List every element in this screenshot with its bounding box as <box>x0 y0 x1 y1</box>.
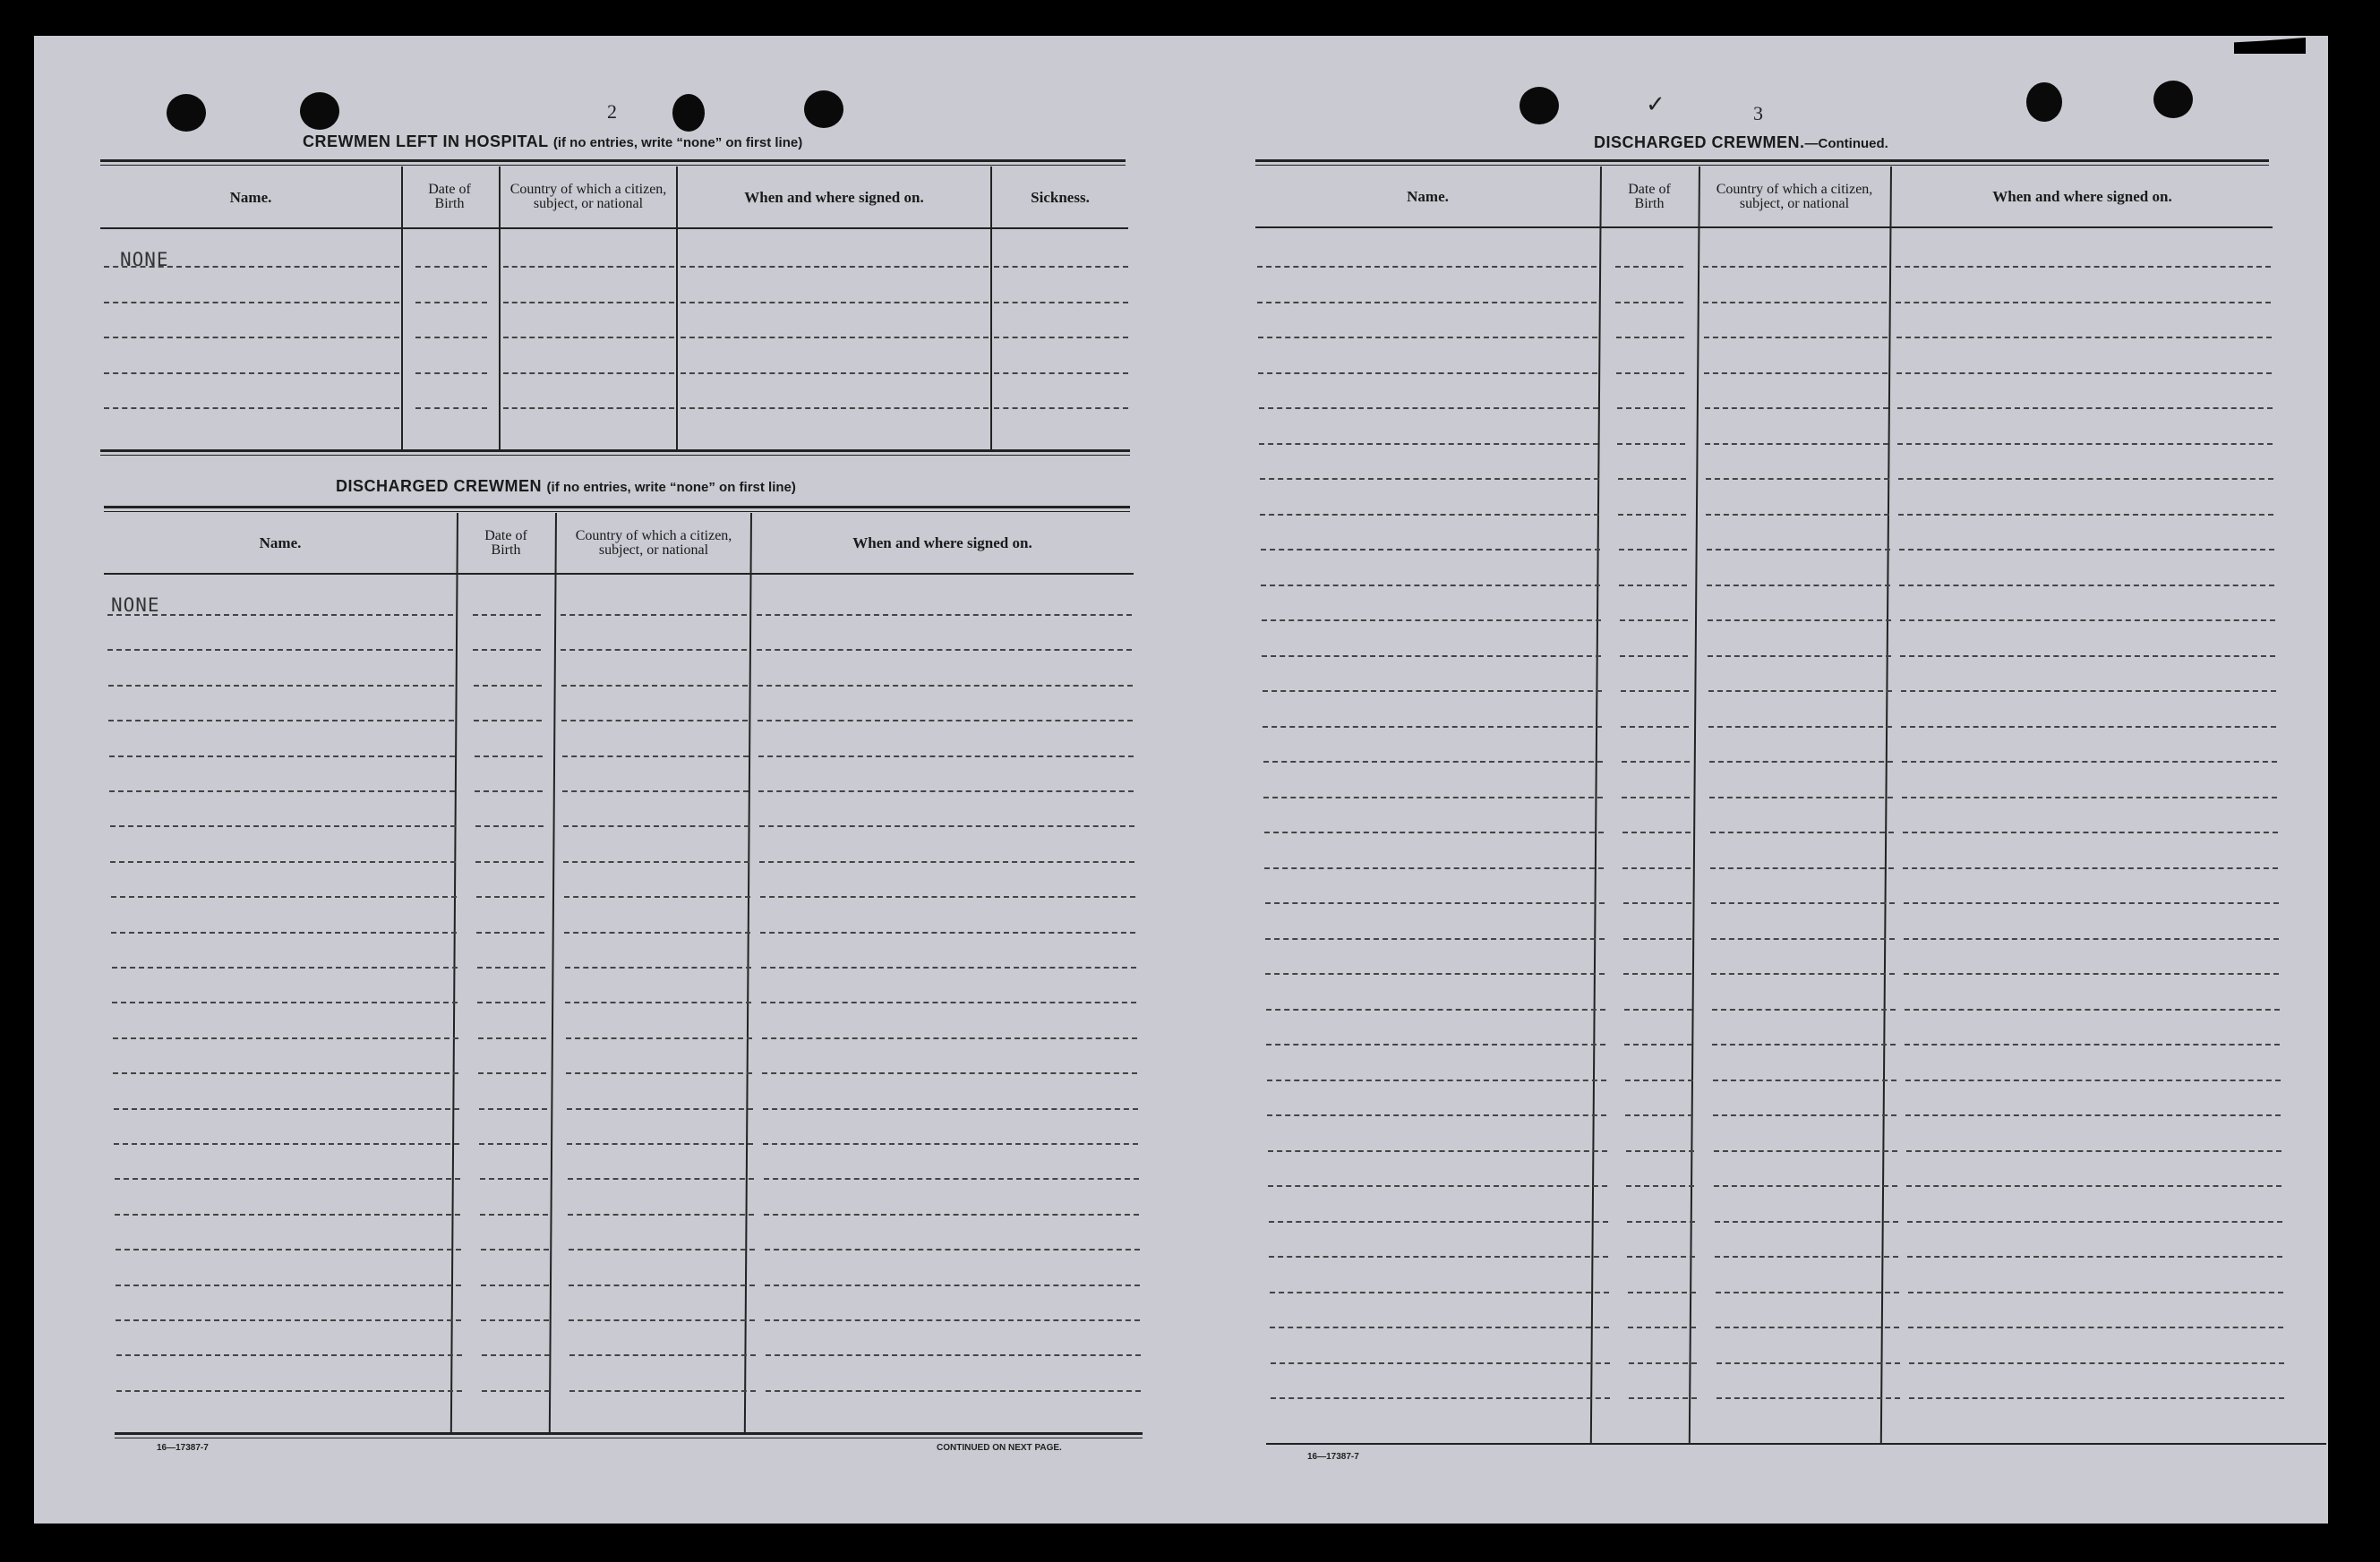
dotted-row-line <box>110 825 456 827</box>
dotted-row-line <box>1711 902 1895 904</box>
dotted-row-line <box>1710 832 1894 833</box>
right-col-signed-on: When and where signed on. <box>1992 188 2172 205</box>
dotted-row-line <box>1621 726 1689 728</box>
dotted-row-line <box>568 1214 754 1216</box>
dotted-row-line <box>1269 1256 1608 1258</box>
dotted-row-line <box>1898 478 2273 480</box>
dotted-row-line <box>477 1002 545 1003</box>
dotted-row-line <box>1623 902 1691 904</box>
dotted-row-line <box>475 861 544 863</box>
discharged-entry-name: NONE <box>111 594 160 616</box>
dotted-row-line <box>111 896 457 898</box>
dotted-row-line <box>1268 1185 1607 1187</box>
dotted-row-line <box>1902 761 2277 763</box>
dotted-row-line <box>115 1214 460 1216</box>
dotted-row-line <box>479 1143 547 1145</box>
dotted-row-line <box>107 614 453 616</box>
page-number-left: 2 <box>607 100 617 123</box>
dotted-row-line <box>561 685 748 687</box>
dotted-row-line <box>563 825 749 827</box>
dotted-row-line <box>760 896 1135 898</box>
dotted-row-line <box>762 1037 1137 1039</box>
dotted-row-line <box>475 825 544 827</box>
dotted-row-line <box>503 302 674 303</box>
dotted-row-line <box>415 302 487 303</box>
dotted-row-line <box>1267 1080 1606 1081</box>
dotted-row-line <box>766 1390 1141 1392</box>
dotted-row-line <box>681 337 989 338</box>
dotted-row-line <box>562 755 749 757</box>
dotted-row-line <box>1626 1185 1694 1187</box>
dotted-row-line <box>475 790 543 792</box>
dotted-row-line <box>564 932 750 934</box>
dotted-row-line <box>1706 514 1889 516</box>
dotted-row-line <box>1709 761 1893 763</box>
punch-hole <box>804 90 843 128</box>
dotted-row-line <box>482 1354 550 1356</box>
dotted-row-line <box>1270 1327 1609 1328</box>
page-number-right: 3 <box>1753 102 1763 124</box>
discharged-col-signed-on: When and where signed on. <box>852 534 1032 551</box>
dotted-row-line <box>765 1249 1140 1250</box>
dotted-row-line <box>1617 407 1685 409</box>
dotted-row-line <box>1908 1327 2283 1328</box>
dotted-row-line <box>1707 549 1890 551</box>
dotted-row-line <box>759 825 1134 827</box>
dotted-row-line <box>1265 902 1605 904</box>
dotted-row-line <box>1708 619 1891 621</box>
dotted-row-line <box>1909 1397 2284 1399</box>
dotted-row-line <box>1900 619 2275 621</box>
dotted-row-line <box>476 932 544 934</box>
punch-hole <box>167 94 206 132</box>
dotted-row-line <box>1615 266 1683 268</box>
dotted-row-line <box>1271 1397 1610 1399</box>
dotted-row-line <box>480 1214 548 1216</box>
dotted-row-line <box>1267 1114 1606 1116</box>
dotted-row-line <box>1270 1292 1609 1293</box>
hospital-header-bottom-rule <box>100 227 1128 229</box>
dotted-row-line <box>563 861 749 863</box>
dotted-row-line <box>763 1143 1138 1145</box>
punch-hole <box>2026 82 2062 122</box>
dotted-row-line <box>1618 514 1686 516</box>
dotted-row-line <box>1703 266 1887 268</box>
dotted-row-line <box>104 407 399 409</box>
discharged-col-country: Country of which a citizen, subject, or national <box>575 527 732 558</box>
right-top-rule <box>1255 159 2269 166</box>
dotted-row-line <box>1708 655 1891 657</box>
dotted-row-line <box>108 720 454 721</box>
dotted-row-line <box>1705 407 1888 409</box>
dotted-row-line <box>482 1390 550 1392</box>
dotted-row-line <box>1268 1150 1607 1152</box>
dotted-row-line <box>473 614 541 616</box>
dotted-row-line <box>566 1037 752 1039</box>
dotted-row-line <box>1709 797 1893 798</box>
right-col-country: Country of which a citizen, subject, or national <box>1716 181 1873 211</box>
dotted-row-line <box>1615 302 1683 303</box>
dotted-row-line <box>1909 1362 2284 1364</box>
dotted-row-line <box>114 1143 459 1145</box>
dotted-row-line <box>564 896 750 898</box>
dotted-row-line <box>1903 867 2278 869</box>
dotted-row-line <box>1626 1150 1694 1152</box>
right-bottom-rule <box>1266 1443 2326 1445</box>
dotted-row-line <box>766 1354 1141 1356</box>
dotted-row-line <box>1899 549 2274 551</box>
right-col-date-of-birth: Date of Birth <box>1628 181 1671 211</box>
dotted-row-line <box>1901 726 2276 728</box>
dotted-row-line <box>1263 761 1603 763</box>
dotted-row-line <box>1261 549 1600 551</box>
continued-note: CONTINUED ON NEXT PAGE. <box>937 1443 1062 1453</box>
dotted-row-line <box>1905 1080 2281 1081</box>
dotted-row-line <box>114 1108 459 1110</box>
right-col-name: Name. <box>1407 188 1449 205</box>
dotted-row-line <box>1704 372 1888 374</box>
discharged-header-bottom-rule <box>104 573 1134 575</box>
dotted-row-line <box>113 1037 458 1039</box>
dotted-row-line <box>107 649 453 651</box>
dotted-row-line <box>1717 1397 1900 1399</box>
dotted-row-line <box>1262 619 1601 621</box>
dotted-row-line <box>1907 1221 2282 1223</box>
dotted-row-line <box>1625 1114 1693 1116</box>
dotted-row-line <box>763 1108 1138 1110</box>
dotted-row-line <box>110 861 456 863</box>
dotted-row-line <box>1623 938 1691 940</box>
dotted-row-line <box>1706 478 1889 480</box>
dotted-row-line <box>565 1002 751 1003</box>
dotted-row-line <box>757 649 1132 651</box>
dotted-row-line <box>1905 1009 2280 1011</box>
dotted-row-line <box>758 720 1133 721</box>
dotted-row-line <box>1896 337 2272 338</box>
dotted-row-line <box>479 1108 547 1110</box>
dotted-row-line <box>116 1249 461 1250</box>
hospital-top-rule <box>100 159 1126 166</box>
discharged-top-rule <box>104 506 1130 512</box>
dotted-row-line <box>1904 938 2279 940</box>
dotted-row-line <box>1260 478 1599 480</box>
dotted-row-line <box>1264 832 1604 833</box>
dotted-row-line <box>1901 690 2276 692</box>
dotted-row-line <box>569 1285 755 1286</box>
dotted-row-line <box>1628 1292 1696 1293</box>
dotted-row-line <box>760 932 1135 934</box>
dotted-row-line <box>1713 1114 1896 1116</box>
dotted-row-line <box>994 372 1128 374</box>
dotted-row-line <box>569 1249 755 1250</box>
dotted-row-line <box>994 337 1128 338</box>
dotted-row-line <box>1616 337 1684 338</box>
dotted-row-line <box>474 685 542 687</box>
dotted-row-line <box>1905 1044 2280 1046</box>
dotted-row-line <box>1708 726 1892 728</box>
punch-hole <box>2153 81 2193 118</box>
dotted-row-line <box>111 932 457 934</box>
dotted-row-line <box>104 337 399 338</box>
dotted-row-line <box>1620 655 1688 657</box>
dotted-row-line <box>1896 266 2271 268</box>
dotted-row-line <box>994 407 1128 409</box>
dotted-row-line <box>109 755 455 757</box>
dotted-row-line <box>567 1143 753 1145</box>
dotted-row-line <box>994 302 1128 303</box>
dotted-row-line <box>1710 867 1894 869</box>
hospital-col-country: Country of which a citizen, subject, or national <box>509 182 667 211</box>
dotted-row-line <box>1712 1009 1896 1011</box>
dotted-row-line <box>566 1072 752 1074</box>
dotted-row-line <box>1897 443 2273 445</box>
dotted-row-line <box>503 407 674 409</box>
dotted-row-line <box>1619 549 1687 551</box>
hospital-bottom-rule <box>100 449 1130 456</box>
dotted-row-line <box>1714 1150 1897 1152</box>
dotted-row-line <box>478 1072 546 1074</box>
dotted-row-line <box>1263 797 1603 798</box>
dotted-row-line <box>758 790 1134 792</box>
dotted-row-line <box>1261 585 1600 586</box>
dotted-row-line <box>764 1178 1139 1180</box>
dotted-row-line <box>765 1319 1140 1321</box>
dotted-row-line <box>478 1037 546 1039</box>
dotted-row-line <box>481 1285 549 1286</box>
dotted-row-line <box>1263 726 1602 728</box>
dotted-row-line <box>1622 797 1690 798</box>
dotted-row-line <box>1266 1009 1605 1011</box>
dotted-row-line <box>476 896 544 898</box>
hospital-col-sickness: Sickness. <box>1031 188 1090 206</box>
dotted-row-line <box>1265 938 1605 940</box>
discharged-section-title: DISCHARGED CREWMEN (if no entries, write “none” on first line) <box>336 477 796 495</box>
dotted-row-line <box>765 1285 1140 1286</box>
dotted-row-line <box>115 1178 460 1180</box>
dotted-row-line <box>475 755 543 757</box>
dotted-row-line <box>1629 1362 1697 1364</box>
hospital-entry-name: NONE <box>120 249 169 270</box>
dotted-row-line <box>1713 1080 1896 1081</box>
dotted-row-line <box>1264 867 1604 869</box>
discharged-col-name: Name. <box>259 534 302 551</box>
dotted-row-line <box>1903 832 2278 833</box>
document-paper <box>34 36 2328 1524</box>
dotted-row-line <box>116 1354 462 1356</box>
dotted-row-line <box>569 1354 756 1356</box>
dotted-row-line <box>1717 1362 1900 1364</box>
dotted-row-line <box>561 720 748 721</box>
discharged-continued-title: DISCHARGED CREWMEN.—Continued. <box>1594 133 1888 151</box>
dotted-row-line <box>1902 797 2277 798</box>
dotted-row-line <box>994 266 1128 268</box>
dotted-row-line <box>112 1002 458 1003</box>
dotted-row-line <box>1621 690 1689 692</box>
dotted-row-line <box>112 967 458 969</box>
dotted-row-line <box>1711 973 1895 975</box>
hospital-col-divider <box>499 166 501 449</box>
dotted-row-line <box>565 967 751 969</box>
dotted-row-line <box>473 649 541 651</box>
discharged-col-date-of-birth: Date of Birth <box>484 527 527 558</box>
dotted-row-line <box>415 337 487 338</box>
dotted-row-line <box>1906 1150 2282 1152</box>
punch-hole <box>300 92 339 130</box>
dotted-row-line <box>113 1072 458 1074</box>
dotted-row-line <box>1616 372 1684 374</box>
dotted-row-line <box>1712 1044 1896 1046</box>
dotted-row-line <box>503 337 674 338</box>
dotted-row-line <box>1259 407 1598 409</box>
dotted-row-line <box>1622 761 1690 763</box>
discharged-bottom-rule <box>115 1432 1143 1438</box>
dotted-row-line <box>1703 302 1887 303</box>
dotted-row-line <box>759 861 1134 863</box>
dotted-row-line <box>1899 585 2274 586</box>
handwritten-check-mark: ✓ <box>1646 91 1665 118</box>
dotted-row-line <box>1898 514 2273 516</box>
dotted-row-line <box>569 1390 756 1392</box>
dotted-row-line <box>1896 302 2271 303</box>
dotted-row-line <box>116 1319 461 1321</box>
punch-hole <box>672 94 705 132</box>
dotted-row-line <box>1908 1292 2283 1293</box>
dotted-row-line <box>104 266 399 268</box>
form-code-right: 16—17387-7 <box>1307 1452 1359 1462</box>
dotted-row-line <box>481 1249 549 1250</box>
dotted-row-line <box>568 1178 754 1180</box>
dotted-row-line <box>1258 372 1597 374</box>
dotted-row-line <box>1622 867 1691 869</box>
dotted-row-line <box>1715 1256 1898 1258</box>
hospital-col-date-of-birth: Date of Birth <box>428 182 471 211</box>
dotted-row-line <box>1617 443 1685 445</box>
dotted-row-line <box>1629 1397 1697 1399</box>
dotted-row-line <box>104 372 399 374</box>
dotted-row-line <box>1904 902 2279 904</box>
dotted-row-line <box>762 1072 1137 1074</box>
right-header-bottom-rule <box>1255 226 2273 228</box>
form-code-left: 16—17387-7 <box>157 1443 209 1453</box>
dotted-row-line <box>561 649 747 651</box>
dotted-row-line <box>116 1390 462 1392</box>
dotted-row-line <box>1625 1080 1693 1081</box>
dotted-row-line <box>1906 1185 2282 1187</box>
dotted-row-line <box>415 407 487 409</box>
dotted-row-line <box>1705 443 1888 445</box>
dotted-row-line <box>1897 407 2273 409</box>
dotted-row-line <box>415 372 487 374</box>
dotted-row-line <box>1624 1044 1692 1046</box>
dotted-row-line <box>1257 266 1597 268</box>
dotted-row-line <box>1907 1256 2282 1258</box>
dotted-row-line <box>1704 337 1888 338</box>
dotted-row-line <box>1624 1009 1692 1011</box>
dotted-row-line <box>1620 619 1688 621</box>
dotted-row-line <box>1623 973 1691 975</box>
dotted-row-line <box>1262 655 1601 657</box>
dotted-row-line <box>1258 337 1597 338</box>
dotted-row-line <box>561 614 747 616</box>
dotted-row-line <box>1627 1256 1695 1258</box>
dotted-row-line <box>480 1178 548 1180</box>
dotted-row-line <box>1263 690 1602 692</box>
dotted-row-line <box>1714 1185 1897 1187</box>
dotted-row-line <box>757 614 1132 616</box>
dotted-row-line <box>1257 302 1597 303</box>
dotted-row-line <box>1905 1114 2281 1116</box>
dotted-row-line <box>109 790 455 792</box>
dotted-row-line <box>1716 1327 1899 1328</box>
dotted-row-line <box>503 266 674 268</box>
dotted-row-line <box>1266 1044 1605 1046</box>
dotted-row-line <box>761 967 1136 969</box>
dotted-row-line <box>1265 973 1605 975</box>
dotted-row-line <box>1269 1221 1608 1223</box>
dotted-row-line <box>1896 372 2272 374</box>
hospital-col-signed-on: When and where signed on. <box>744 188 924 206</box>
dotted-row-line <box>1619 585 1687 586</box>
dotted-row-line <box>681 266 989 268</box>
dotted-row-line <box>1708 690 1892 692</box>
dotted-row-line <box>758 755 1134 757</box>
dotted-row-line <box>474 720 542 721</box>
dotted-row-line <box>108 685 454 687</box>
dotted-row-line <box>503 372 674 374</box>
dotted-row-line <box>104 302 399 303</box>
dotted-row-line <box>1622 832 1691 833</box>
dotted-row-line <box>681 302 989 303</box>
dotted-row-line <box>1260 514 1599 516</box>
dotted-row-line <box>116 1285 461 1286</box>
dotted-row-line <box>1711 938 1895 940</box>
dotted-row-line <box>1628 1327 1696 1328</box>
hospital-col-name: Name. <box>229 188 272 206</box>
dotted-row-line <box>1627 1221 1695 1223</box>
dotted-row-line <box>1271 1362 1610 1364</box>
hospital-col-divider <box>401 166 403 449</box>
dotted-row-line <box>562 790 749 792</box>
dotted-row-line <box>1716 1292 1899 1293</box>
dotted-row-line <box>1900 655 2275 657</box>
hospital-section-title: CREWMEN LEFT IN HOSPITAL (if no entries, write “none” on first line) <box>303 132 803 150</box>
dotted-row-line <box>569 1319 755 1321</box>
dotted-row-line <box>764 1214 1139 1216</box>
dotted-row-line <box>415 266 487 268</box>
punch-hole <box>1520 87 1559 124</box>
dotted-row-line <box>1715 1221 1898 1223</box>
dotted-row-line <box>567 1108 753 1110</box>
dotted-row-line <box>681 407 989 409</box>
dotted-row-line <box>758 685 1133 687</box>
dotted-row-line <box>1259 443 1598 445</box>
dotted-row-line <box>477 967 545 969</box>
dotted-row-line <box>1707 585 1890 586</box>
dotted-row-line <box>681 372 989 374</box>
dotted-row-line <box>761 1002 1136 1003</box>
dotted-row-line <box>1618 478 1686 480</box>
dotted-row-line <box>1904 973 2279 975</box>
dotted-row-line <box>481 1319 549 1321</box>
